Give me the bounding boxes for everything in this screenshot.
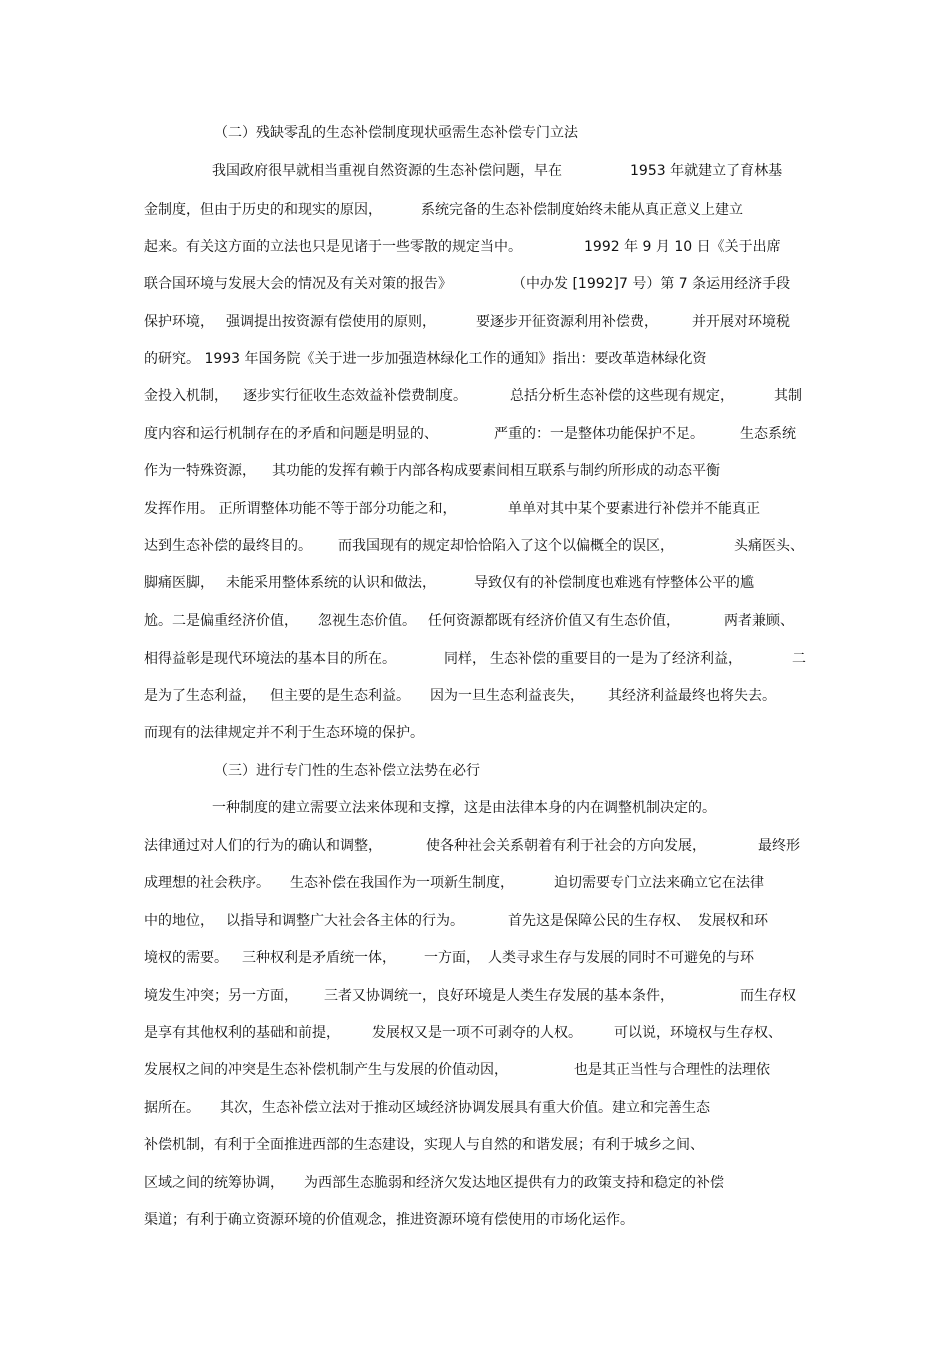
text-segment: 的研究。 1993 年国务院《关于进一步加强造林绿化工作的通知》指出：要改革造林绿化资: [144, 351, 707, 367]
text-segment: 迫切需要专门立法来确立它在法律: [554, 875, 764, 891]
text-segment: 补偿机制，有利于全面推进西部的生态建设，实现人与自然的和谐发展；有利于城乡之间、: [144, 1137, 704, 1153]
text-segment: 但主要的是生态利益。: [270, 688, 410, 704]
text-segment: 作为一特殊资源，: [144, 463, 256, 479]
text-segment: 强调提出按资源有偿使用的原则，: [226, 314, 436, 330]
text-segment: 两者兼顾、: [724, 613, 794, 629]
text-segment: 其功能的发挥有赖于内部各构成要素间相互联系与制约所形成的动态平衡: [272, 463, 720, 479]
text-segment: 也是其正当性与合理性的法理依: [574, 1062, 770, 1078]
text-segment: 使各种社会关系朝着有利于社会的方向发展，: [426, 838, 706, 854]
text-segment: 生态补偿在我国作为一项新生制度，: [290, 875, 514, 891]
text-segment: 三种权利是矛盾统一体，: [242, 950, 396, 966]
text-segment: 因为一旦生态利益丧失，: [430, 688, 584, 704]
text-segment: 二: [792, 651, 806, 667]
text-segment: 发挥作用。 正所谓整体功能不等于部分功能之和，: [144, 501, 457, 517]
text-segment: 保护环境，: [144, 314, 214, 330]
text-segment: 境发生冲突；另一方面，: [144, 988, 298, 1004]
text-segment: 系统完备的生态补偿制度始终未能从真正意义上建立: [421, 202, 743, 218]
text-segment: 达到生态补偿的最终目的。: [144, 538, 312, 554]
text-segment: 法律通过对人们的行为的确认和调整，: [144, 838, 382, 854]
text-segment: 以指导和调整广大社会各主体的行为。: [226, 913, 464, 929]
text-segment: 度内容和运行机制存在的矛盾和问题是明显的、: [144, 426, 438, 442]
text-segment: 其次，生态补偿立法对于推动区域经济协调发展具有重大价值。建立和完善生态: [220, 1100, 710, 1116]
text-segment: 总括分析生态补偿的这些现有规定，: [510, 388, 734, 404]
text-segment: 尬。二是偏重经济价值，: [144, 613, 298, 629]
text-segment: 发展权又是一项不可剥夺的人权。: [372, 1025, 582, 1041]
heading-text: （三）进行专门性的生态补偿立法势在必行: [214, 763, 480, 779]
text-segment: 而现有的法律规定并不利于生态环境的保护。: [144, 725, 424, 741]
text-segment: 其制: [774, 388, 802, 404]
text-segment: 首先这是保障公民的生存权、: [508, 913, 690, 929]
text-segment: 生态补偿的重要目的一是为了经济利益，: [490, 651, 742, 667]
text-segment: 而生存权: [740, 988, 796, 1004]
text-segment: 并开展对环境税: [692, 314, 790, 330]
text-segment: 是享有其他权利的基础和前提，: [144, 1025, 340, 1041]
text-segment: 生态系统: [740, 426, 796, 442]
text-segment: 为西部生态脆弱和经济欠发达地区提供有力的政策支持和稳定的补偿: [304, 1175, 724, 1191]
text-segment: 任何资源都既有经济价值又有生态价值，: [428, 613, 680, 629]
text-segment: 三者又协调统一，良好环境是人类生存发展的基本条件，: [324, 988, 674, 1004]
text-segment: 可以说，环境权与生存权、: [614, 1025, 782, 1041]
text-segment: 1953 年就建立了育林基: [630, 163, 783, 179]
text-segment: 是为了生态利益，: [144, 688, 256, 704]
text-segment: 要逐步开征资源利用补偿费，: [476, 314, 658, 330]
text-segment: 单单对其中某个要素进行补偿并不能真正: [508, 501, 760, 517]
text-segment: 区域之间的统筹协调，: [144, 1175, 284, 1191]
text-segment: 1992 年 9 月 10 日《关于出席: [584, 239, 781, 255]
text-segment: 中的地位，: [144, 913, 214, 929]
text-segment: 据所在。: [144, 1100, 200, 1116]
text-segment: 未能采用整体系统的认识和做法，: [226, 575, 436, 591]
text-segment: 成理想的社会秩序。: [144, 875, 270, 891]
text-segment: （中办发 [1992]7 号）第 7 条运用经济手段: [512, 276, 791, 292]
text-segment: 同样，: [444, 651, 486, 667]
text-segment: 金制度，但由于历史的和现实的原因，: [144, 202, 382, 218]
text-segment: 一种制度的建立需要立法来体现和支撑，这是由法律本身的内在调整机制决定的。: [212, 800, 716, 816]
text-segment: 渠道；有利于确立资源环境的价值观念，推进资源环境有偿使用的市场化运作。: [144, 1212, 634, 1228]
text-segment: 相得益彰是现代环境法的基本目的所在。: [144, 651, 396, 667]
text-segment: 金投入机制，: [144, 388, 228, 404]
text-segment: 境权的需要。: [144, 950, 228, 966]
text-segment: 脚痛医脚，: [144, 575, 214, 591]
text-segment: 忽视生态价值。: [318, 613, 416, 629]
text-segment: 逐步实行征收生态效益补偿费制度。: [243, 388, 467, 404]
text-segment: 其经济利益最终也将失去。: [608, 688, 776, 704]
text-segment: 人类寻求生存与发展的同时不可避免的与环: [488, 950, 754, 966]
text-segment: 导致仅有的补偿制度也难逃有悖整体公平的尴: [474, 575, 754, 591]
text-segment: 联合国环境与发展大会的情况及有关对策的报告》: [144, 276, 452, 292]
text-segment: 发展权和环: [698, 913, 768, 929]
text-segment: 头痛医头、: [734, 538, 804, 554]
heading-text: （二）残缺零乱的生态补偿制度现状亟需生态补偿专门立法: [214, 125, 578, 141]
text-segment: 严重的：一是整体功能保护不足。: [494, 426, 704, 442]
text-segment: 起来。有关这方面的立法也只是见诸于一些零散的规定当中。: [144, 239, 522, 255]
text-segment: 发展权之间的冲突是生态补偿机制产生与发展的价值动因，: [144, 1062, 508, 1078]
text-segment: 一方面，: [424, 950, 480, 966]
text-segment: 最终形: [758, 838, 800, 854]
text-segment: 我国政府很早就相当重视自然资源的生态补偿问题，早在: [212, 163, 562, 179]
text-segment: 而我国现有的规定却恰恰陷入了这个以偏概全的误区，: [338, 538, 674, 554]
